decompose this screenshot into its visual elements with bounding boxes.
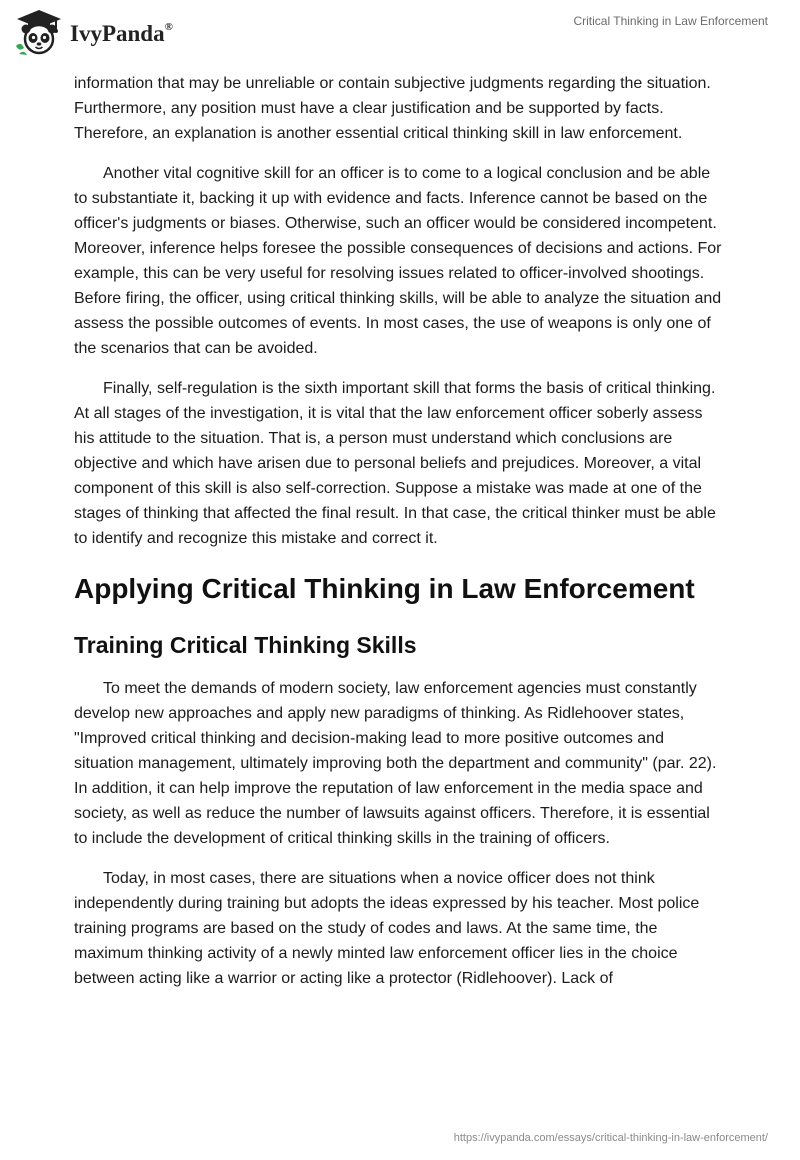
ivypanda-logo[interactable] [14,8,173,56]
paragraph: Another vital cognitive skill for an officer is to come to a logical conclusion and be able to substantiate it, backing it up with evidence and facts. Inference cannot be based on the officer's judgments or biases. Otherwise, such an officer would be considered incompetent. Moreover, inference helps foresee the possible consequences of decisions and actions. For example, this can be very useful for resolving issues related to officer-involved shootings. Before firing, the officer, using critical thinking skills, will be able to analyze the situation and assess the possible outcomes of events. In most cases, the use of weapons is only one of the scenarios that can be avoided. [74,165,722,357]
paragraph: Finally, self-regulation is the sixth important skill that forms the basis of critical thinking. At all stages of the investigation, it is vital that the law enforcement officer soberly assess his attitude to the situation. That is, a person must understand which conclusions are objective and which have arisen due to personal beliefs and prejudices. Moreover, a vital component of this skill is also self-correction. Suppose a mistake was made at one of the stages of thinking that affected the final result. In that case, the critical thinker must be able to identify and recognize this mistake and correct it. [74,380,716,547]
panda-graduate-icon [14,8,64,56]
page-header [0,0,800,70]
essay-content [74,71,726,1006]
paragraph: To meet the demands of modern society, law enforcement agencies must constantly develop new approaches and apply new paradigms of thinking. As Ridlehoover states, "Improved critical thinking and decision-making lead to more positive outcomes and situation management, ultimately improving both the department and community" (par. 22). In addition, it can help improve the reputation of law enforcement in the media space and society, as well as reduce the number of lawsuits against officers. Therefore, it is essential to include the development of critical thinking skills in the training of officers. [74,680,717,847]
source-url[interactable]: https://ivypanda.com/essays/critical-thinking-in-law-enforcement/ [453,1132,768,1144]
document-title: Critical Thinking in Law Enforcement [573,14,768,28]
brand-name: IvyPanda® [70,21,173,46]
section-heading: Applying Critical Thinking in Law Enforcement [74,573,695,604]
paragraph: information that may be unreliable or contain subjective judgments regarding the situation. Furthermore, any position must have a clear justification and be supported by facts. Therefore, an explanation is another essential critical thinking skill in law enforcement. [74,75,711,142]
subsection-heading: Training Critical Thinking Skills [74,632,417,658]
paragraph: Today, in most cases, there are situations when a novice officer does not think independently during training but adopts the ideas expressed by his teacher. Most police training programs are based on the study of codes and laws. At the same time, the maximum thinking activity of a newly minted law enforcement officer lies in the choice between acting like a warrior or acting like a protector (Ridlehoover). Lack of [74,870,700,987]
